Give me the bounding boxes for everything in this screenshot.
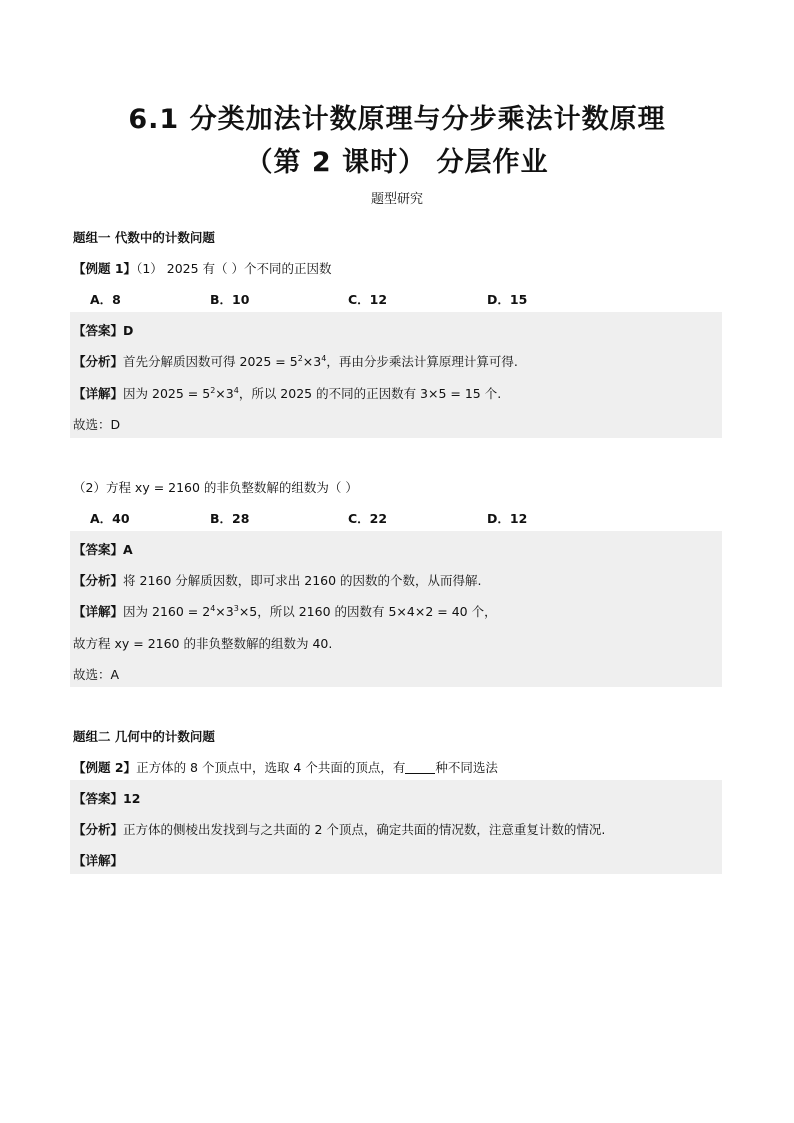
section-subtitle: 题型研究	[370, 192, 423, 207]
answer-tag: 【答案】	[73, 791, 124, 806]
q2-detail-line2: 故方程 xy = 2160 的非负整数解的组数为 40.	[73, 636, 333, 651]
answer-tag: 【答案】	[73, 542, 124, 557]
detail-tag: 【详解】	[73, 386, 124, 401]
ex2-analysis	[73, 820, 605, 838]
answer-value: 12	[123, 791, 141, 806]
q1-answer	[73, 321, 133, 339]
ex2-answer	[73, 789, 140, 807]
analysis-text: ×3	[302, 354, 322, 369]
detail-text: 因为 2160 = 2	[123, 604, 211, 619]
analysis-tag: 【分析】	[73, 573, 124, 588]
q1-analysis	[73, 352, 518, 370]
q2-analysis	[73, 571, 482, 589]
analysis-tag: 【分析】	[73, 354, 124, 369]
q2-detail	[73, 602, 497, 620]
exponent: 4	[210, 603, 216, 613]
analysis-text: 首先分解质因数可得 2025 = 5	[123, 354, 298, 369]
analysis-text: 将 2160 分解质因数，即可求出 2160 的因数的个数，从而得解.	[123, 573, 482, 588]
detail-tag: 【详解】	[73, 604, 124, 619]
exponent: 4	[233, 385, 239, 395]
question1-stem: （1） 2025 有（ ）个不同的正因数	[136, 261, 332, 276]
q1-option-c: C．12	[348, 292, 388, 307]
detail-text: ，所以 2025 的不同的正因数有 3×5 = 15 个.	[238, 386, 502, 401]
group1-heading: 题组一 代数中的计数问题	[73, 230, 215, 245]
example2-tag: 【例题 2】	[73, 760, 137, 775]
answer-value: D	[123, 323, 134, 338]
question-stem: 种不同选法	[435, 760, 498, 775]
q1-option-d: D．15	[487, 292, 528, 307]
exponent: 2	[297, 353, 303, 363]
example2-question	[73, 758, 498, 776]
analysis-text: 正方体的侧棱出发找到与之共面的 2 个顶点，确定共面的情况数，注意重复计数的情况.	[123, 822, 606, 837]
answer-tag: 【答案】	[73, 323, 124, 338]
detail-text: ×5，所以 2160 的因数有 5×4×2 = 40 个，	[238, 604, 497, 619]
q2-answer	[73, 540, 133, 558]
question-stem: 正方体的 8 个顶点中，选取 4 个共面的顶点，有	[136, 760, 406, 775]
q2-option-b: B．28	[210, 511, 250, 526]
q2-option-d: D．12	[487, 511, 528, 526]
ex2-detail: 【详解】	[73, 853, 124, 868]
answer-blank	[405, 761, 435, 774]
detail-text: ×3	[215, 386, 234, 401]
document-title-line1: 6.1 分类加法计数原理与分步乘法计数原理	[128, 104, 666, 135]
q1-choice: 故选：D	[73, 417, 121, 432]
q1-solution-box	[70, 312, 722, 438]
exponent: 3	[233, 603, 239, 613]
q2-choice: 故选：A	[73, 667, 120, 682]
answer-value: A	[123, 542, 133, 557]
detail-text: ×3	[215, 604, 234, 619]
example1-question1	[73, 259, 332, 277]
q1-detail	[73, 384, 501, 402]
analysis-text: ，再由分步乘法计算原理计算可得.	[326, 354, 518, 369]
question2-stem: （2）方程 xy = 2160 的非负整数解的组数为（ ）	[73, 480, 358, 495]
document-title-line2: （第 2 课时） 分层作业	[245, 147, 549, 178]
exponent: 4	[321, 353, 327, 363]
q2-option-c: C．22	[348, 511, 388, 526]
group2-heading: 题组二 几何中的计数问题	[73, 729, 215, 744]
example1-tag: 【例题 1】	[73, 261, 137, 276]
q1-option-a: A．8	[90, 292, 121, 307]
detail-text: 因为 2025 = 5	[123, 386, 211, 401]
q1-option-b: B．10	[210, 292, 250, 307]
analysis-tag: 【分析】	[73, 822, 124, 837]
q2-option-a: A．40	[90, 511, 130, 526]
exponent: 2	[210, 385, 216, 395]
